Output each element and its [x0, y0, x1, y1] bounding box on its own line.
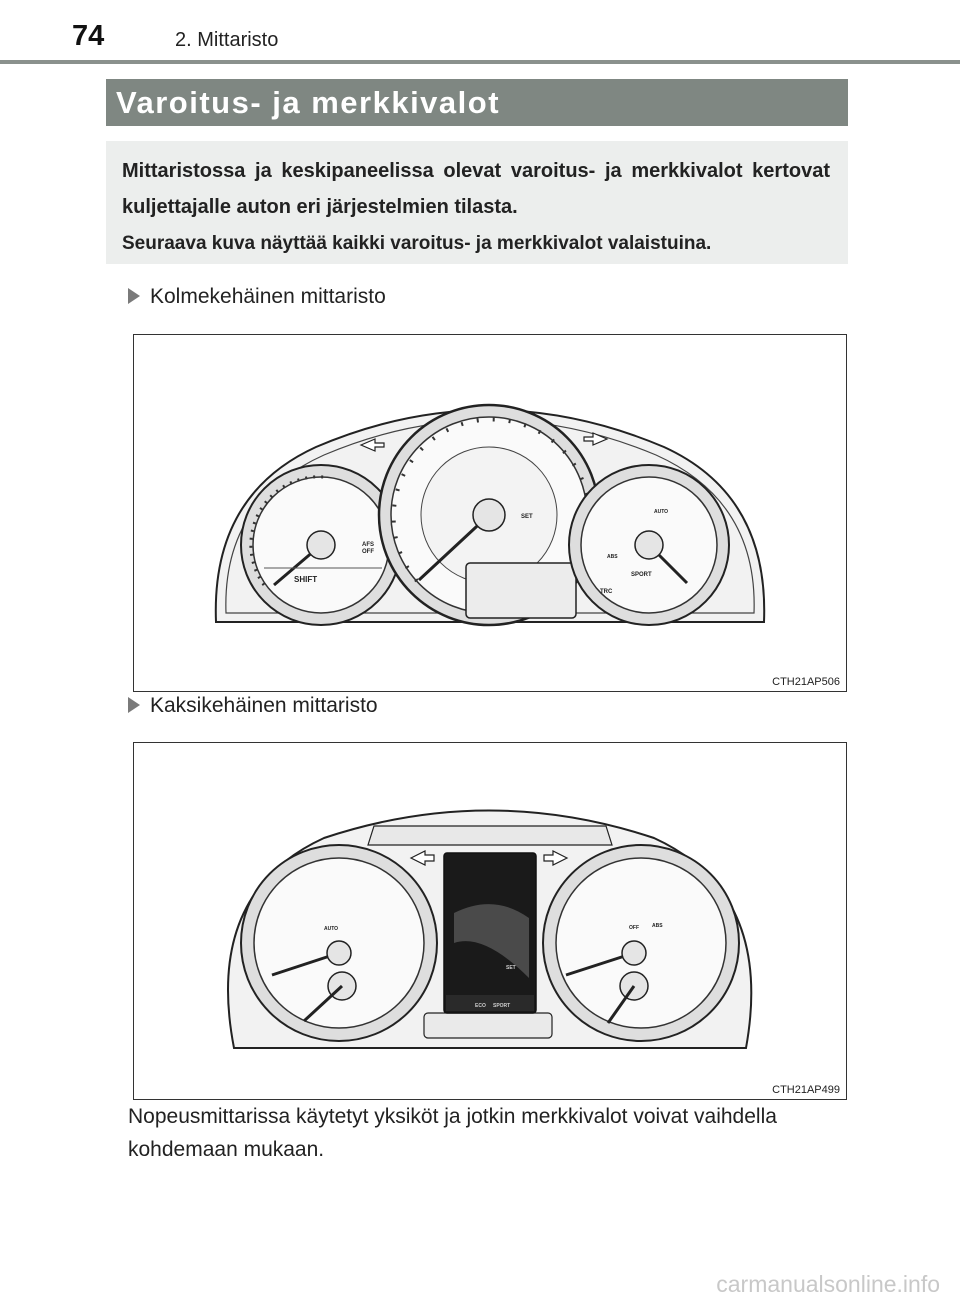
- shift-label: SHIFT: [294, 575, 318, 584]
- bullet-triangle-icon: [128, 288, 140, 304]
- abs-label: ABS: [607, 554, 618, 560]
- figure-2-caption: [128, 694, 378, 718]
- figure-three-gauge-cluster: [133, 334, 847, 692]
- footnote: Nopeusmittarissa käytetyt yksiköt ja jotkin merkkivalot voivat vaihdella kohdemaan mukaan.: [128, 1105, 777, 1161]
- sport-label: SPORT: [631, 572, 652, 578]
- abs-label: ABS: [652, 923, 663, 929]
- page-title: Varoitus- ja merkkivalot: [116, 85, 501, 120]
- section-label: 2. Mittaristo: [175, 29, 279, 51]
- auto-label: AUTO: [324, 926, 339, 932]
- figure-2-caption-text: Kaksikehäinen mittaristo: [150, 694, 378, 717]
- intro-paragraph-2: Seuraava kuva näyttää kaikki varoitus- ja merkkivalot valaistuina.: [122, 233, 712, 254]
- two-gauge-cluster-illustration: [134, 743, 846, 1099]
- title-bar: [106, 79, 848, 126]
- figure-1-caption-text: Kolmekehäinen mittaristo: [150, 285, 386, 308]
- trc-label: TRC: [600, 589, 613, 595]
- header-rule: [0, 60, 960, 64]
- center-display: [444, 853, 536, 1013]
- eco-label: ECO: [475, 1003, 486, 1009]
- intro-box: [106, 141, 848, 264]
- watermark: carmanualsonline.info: [716, 1271, 940, 1297]
- afs-off-label: OFF: [362, 549, 374, 555]
- figure-two-gauge-cluster: [133, 742, 847, 1100]
- right-gauge: [543, 845, 739, 1041]
- auto-label: AUTO: [654, 509, 669, 515]
- page-number: 74: [72, 20, 105, 52]
- figure-1-code: CTH21AP506: [772, 676, 840, 688]
- left-gauge: [241, 465, 401, 625]
- set-label: SET: [521, 514, 533, 520]
- figure-2-code: CTH21AP499: [772, 1084, 840, 1096]
- intro-paragraph-1: Mittaristossa ja keskipaneelissa olevat varoitus- ja merkkivalot kertovat kuljettajalle auton eri järjestelmien tilasta.: [122, 160, 830, 218]
- set-label: SET: [506, 965, 516, 971]
- center-gauge: [379, 405, 599, 625]
- sport-label: SPORT: [493, 1003, 511, 1009]
- off-label: OFF: [629, 925, 639, 931]
- afs-label: AFS: [362, 542, 374, 548]
- bullet-triangle-icon: [128, 697, 140, 713]
- figure-1-caption: [128, 285, 386, 309]
- right-gauge: [569, 465, 729, 625]
- three-gauge-cluster-illustration: [134, 335, 846, 691]
- left-gauge: [241, 845, 437, 1041]
